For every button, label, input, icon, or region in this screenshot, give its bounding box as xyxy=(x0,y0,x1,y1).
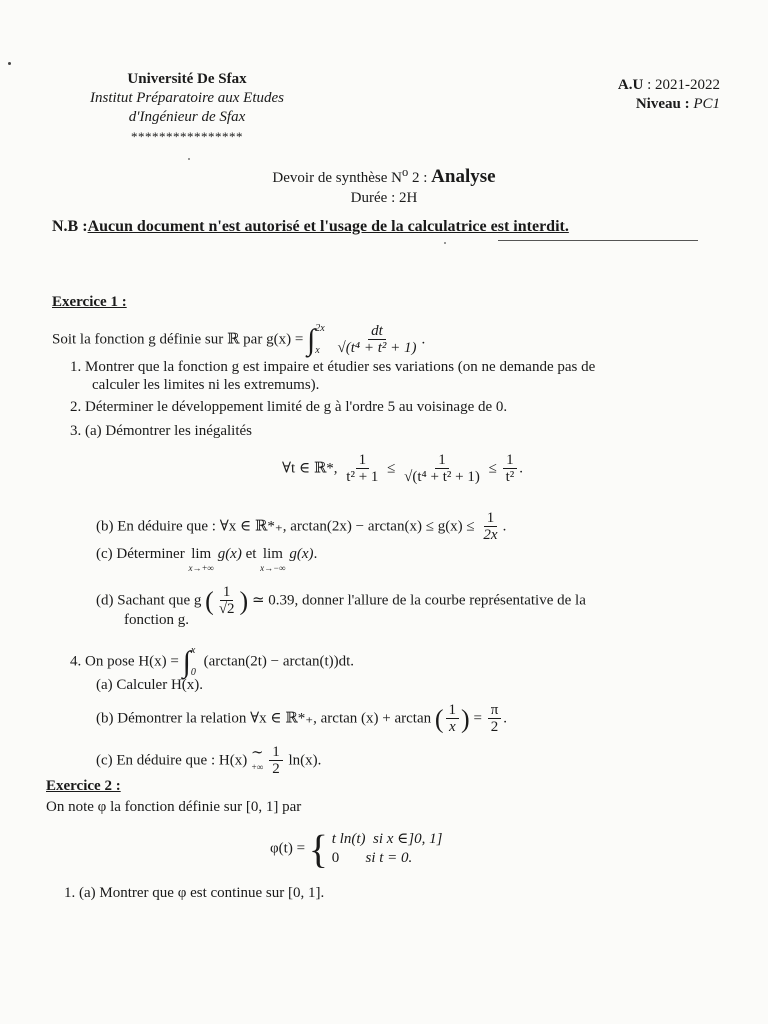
case2-expr: 0 xyxy=(331,850,340,866)
year-label: A.U xyxy=(617,77,644,93)
ex2-intro: On note φ la fonction définie sur [0, 1] par xyxy=(46,799,302,815)
case1-cond: si x ∈]0, 1] xyxy=(372,831,443,847)
session-info xyxy=(560,76,720,114)
frac-den: t² xyxy=(505,469,515,485)
frac-num: 1 xyxy=(220,584,234,601)
title-num: 2 : xyxy=(408,170,432,186)
duration: Durée : 2H xyxy=(350,190,418,206)
ex1-q3b: (b) En déduire que : ∀x ∈ ℝ*₊, arctan(2x) − arctan(x) ≤ g(x) ≤ $\frac{1}{2x}$ . xyxy=(96,510,507,543)
int-upper: 2x xyxy=(315,323,325,334)
year-value: : 2021-2022 xyxy=(647,77,720,93)
q3d-text-a: (d) Sachant que g xyxy=(96,592,202,609)
lim-sub: x→−∞ xyxy=(260,563,286,573)
separator-stars: **************** xyxy=(131,129,243,144)
q3b-fraction xyxy=(480,510,500,544)
q3d-text-b: ≃ 0.39, donner l'allure de la courbe représentative de la xyxy=(251,592,586,609)
q3c-text: (c) Déterminer xyxy=(96,546,185,562)
title-sup: o xyxy=(401,165,409,179)
ex1-q3d-line2: fonction g. xyxy=(124,612,189,628)
half-fraction xyxy=(269,744,283,778)
level-label: Niveau : xyxy=(635,96,690,112)
lim-word: lim xyxy=(191,546,212,562)
paren-close: ) xyxy=(239,586,249,616)
institute-line2: d'Ingénieur de Sfax xyxy=(128,109,246,125)
frac-num: 1 xyxy=(356,452,370,469)
q4-text: 4. On pose H(x) = xyxy=(70,653,179,670)
integral-sign: ∫ xyxy=(182,645,191,679)
integral-sign: ∫ xyxy=(307,323,316,357)
level-value: PC1 xyxy=(693,96,720,112)
exam-title xyxy=(0,162,768,208)
title-subject: Analyse xyxy=(431,166,496,187)
ex1-q3a: 3. (a) Démontrer les inégalités xyxy=(70,423,253,439)
equiv-sign: ∼ xyxy=(250,745,264,761)
ex1-intro-text: Soit la fonction g définie sur ℝ par g(x) = xyxy=(52,331,304,348)
ex1-q4c xyxy=(96,744,321,778)
ex1-q1-line2: calculer les limites ni les extremums). xyxy=(92,377,320,393)
limit-minus-inf xyxy=(260,545,285,573)
leq-sign: ≤ xyxy=(387,460,396,477)
equals-sign: = xyxy=(473,710,482,727)
inequalities-display: ∀t ∈ ℝ*, $\frac{1}{\text{t² + 1}}$ ≤ $\frac{1}{\text{√(t⁴ + t² + 1)}}$ ≤ $\frac{1}{\text{t²}}$ . xyxy=(282,452,524,485)
frac-num: 1 xyxy=(484,510,498,527)
q4b-text: (b) Démontrer la relation ∀x ∈ ℝ*₊, arctan (x) + arctan xyxy=(96,710,432,727)
paren-open: ( xyxy=(205,586,214,616)
frac-den: √(t⁴ + t² + 1) xyxy=(404,469,480,485)
university-name: Université De Sfax xyxy=(127,71,247,87)
nb-text: Aucun document n'est autorisé et l'usage de la calculatrice est interdit. xyxy=(87,218,569,235)
frac-den: 2x xyxy=(483,527,498,543)
ex1-q3c: (c) Déterminer lim x→+∞ g(x) et lim x→−∞ g(x). xyxy=(96,546,318,573)
q4-integrand: (arctan(2t) − arctan(t))dt. xyxy=(203,653,355,670)
scan-speck xyxy=(8,62,11,65)
ineq-forall: ∀t ∈ ℝ*, xyxy=(282,460,338,477)
lim-word: lim xyxy=(262,546,283,562)
ex1-intro: Soit la fonction g définie sur ℝ par g(x) = ∫ 2x x $\frac{dt}{\text{√(t⁴ + t² + 1)}}$ . xyxy=(52,318,425,362)
ex1-q1-line1: 1. Montrer que la fonction g est impaire et étudier ses variations (on ne demande pas de xyxy=(70,359,596,375)
integrand-fraction xyxy=(334,323,419,357)
case2-cond: si t = 0. xyxy=(365,850,413,866)
et-word: et xyxy=(245,546,257,562)
leq-sign: ≤ xyxy=(488,460,497,477)
frac-num: 1 xyxy=(269,744,283,761)
paren-close: ) xyxy=(461,704,470,734)
int-lower: x xyxy=(315,345,320,356)
ex2-q1a: 1. (a) Montrer que φ est continue sur [0, 1]. xyxy=(64,885,325,901)
frac-num: π xyxy=(488,702,502,719)
ineq-frac-1 xyxy=(343,452,381,486)
int-lower: 0 xyxy=(190,667,196,678)
phi-cases xyxy=(332,830,443,868)
equiv-sub: +∞ xyxy=(250,762,264,772)
q4c-text: (c) En déduire que : H(x) xyxy=(96,752,248,769)
phi-definition xyxy=(270,826,443,872)
limit-plus-inf xyxy=(188,545,213,573)
lim-sub: x→+∞ xyxy=(188,563,214,573)
frac-den: x xyxy=(448,719,456,735)
frac-num: dt xyxy=(368,323,386,340)
ex1-q2: 2. Déterminer le développement limité de g à l'ordre 5 au voisinage de 0. xyxy=(70,399,508,415)
frac-den: 2 xyxy=(490,719,499,735)
frac-num: 1 xyxy=(435,452,449,469)
frac-num: 1 xyxy=(503,452,517,469)
exercise-2-heading: Exercice 2 : xyxy=(46,778,121,794)
phi-lhs: φ(t) = xyxy=(270,840,306,857)
gx: g(x) xyxy=(217,546,242,562)
q4b-fraction xyxy=(446,702,460,736)
frac-den: 2 xyxy=(272,761,280,777)
frac-den: √2 xyxy=(218,601,235,617)
ineq-frac-2 xyxy=(401,452,483,486)
case1-expr: t ln(t) xyxy=(331,831,366,847)
q3d-fraction xyxy=(216,584,238,618)
ex1-q4b: (b) Démontrer la relation ∀x ∈ ℝ*₊, arctan (x) + arctan ( $\frac{1}{x}$ ) = $\frac{\pi}{2}$ . xyxy=(96,702,508,735)
ineq-frac-3 xyxy=(503,452,518,486)
exercise-1-heading: Exercice 1 : xyxy=(52,294,127,310)
nb-notice xyxy=(52,218,569,236)
frac-den: √(t⁴ + t² + 1) xyxy=(337,340,417,356)
institution-header xyxy=(52,70,322,146)
frac-num: 1 xyxy=(446,702,460,719)
pi-over-two xyxy=(488,702,502,736)
paren-open: ( xyxy=(434,704,444,734)
scan-speck xyxy=(444,242,446,244)
gx: g(x) xyxy=(289,546,314,562)
scan-speck xyxy=(188,158,190,160)
ln-x: ln(x). xyxy=(288,752,322,769)
int-upper: x xyxy=(190,645,196,656)
institute-line1: Institut Préparatoire aux Etudes xyxy=(89,90,284,106)
left-brace: { xyxy=(308,826,328,872)
frac-den: t² + 1 xyxy=(346,469,379,485)
divider xyxy=(498,240,698,241)
title-prefix: Devoir de synthèse N xyxy=(272,170,402,186)
nb-label: N.B : xyxy=(52,218,88,235)
q3b-text: (b) En déduire que : ∀x ∈ ℝ*₊, arctan(2x) − arctan(x) ≤ g(x) ≤ xyxy=(96,518,475,535)
equivalent-at-inf xyxy=(251,744,264,772)
ex1-q4a: (a) Calculer H(x). xyxy=(96,677,204,693)
